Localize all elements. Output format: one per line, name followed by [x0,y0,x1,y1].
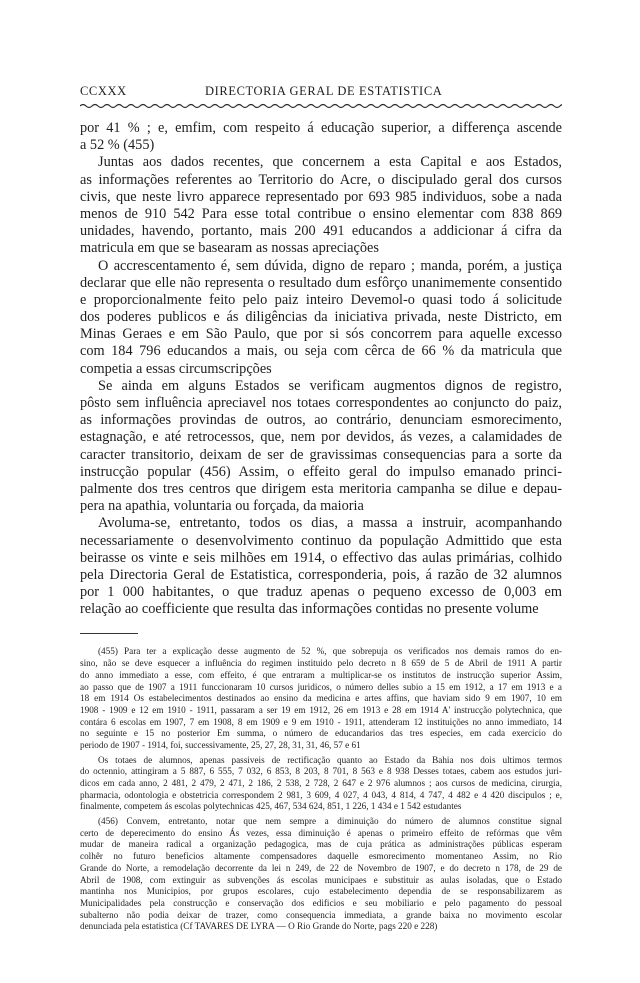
body-line: matricula em que se basearam as nossas apreciações [80,240,379,257]
footnote-line: sino, não se deve esquecer a influência do regimen instituido pelo decreto n 8 659 de 5 de Abril de 1911 A partir [80,658,562,669]
body-line: civis, que neste livro apparece representado por 693 985 individuos, sobe a nada [80,188,562,205]
page-folio: CCXXX [80,84,127,98]
footnote-line: subalterno não podia deixar de trazer, como consequencia immediata, a grande baixa no movimento escolar [80,909,562,920]
body-line: dos poderes publicos e ás diligências da iniciativa privada, neste Districto, em [80,309,562,326]
body-line: beirasse os vinte e seis milhões em 1914, o effectivo das aulas primárias, colhido [80,549,562,566]
footnote-line: dicos em cada anno, 2 481, 2 479, 2 471, 2 186, 2 538, 2 728, 2 647 e 2 976 alumnos ; aos cursos de medicina, cirurgia, [80,778,562,788]
body-line: pôsto sem influência apreciavel nos totaes correspondentes ao conjuncto do paiz, [80,395,562,411]
body-line: por 41 % ; e, emfim, com respeito á educação superior, a differença ascende [80,120,562,136]
running-head [80,84,562,102]
footnote-line: finalmente, competem ás escolas polytechnicas 425, 467, 534 624, 851, 1 226, 1 434 e 1 542 estudantes [80,801,462,812]
footnote-line: Grande do Norte, a remodelação decorrente da lei n 249, de 22 de Novembro de 1907, e do decreto n 178, de 29 de [80,862,562,873]
body-line: menos de 910 542 Para esse total contribue o ensino elementar com 838 869 [80,205,562,222]
body-line: unidades, havendo, portanto, mais 200 491 educandos a addicionar á cifra da [80,223,562,240]
footnote-line: certo de deperecimento do ensino Ás vezes, essa diminuição é apenas o primeiro effeito de refórmas que vêm [80,827,562,838]
body-line: estagnação, e até retrocessos, que, nem por devidos, ás vezes, a calamidades de [80,429,562,446]
body-line: as informações referentes ao Territorio do Acre, o discipulado geral dos cursos [80,171,562,188]
body-line: e proporcionalmente feito pelo paiz inteiro Devemol-o quasi todo á solicitude [80,291,562,308]
footnote-line: Abril de 1908, com extinguir as subvenções ás escolas municipaes e substituir as aulas isoladas, que o Estado [80,874,562,885]
body-line: palmente dos tres centros que dirigem esta meritoria campanha se dilue e depau- [80,480,562,497]
footnote-line: do anno immediato a esse, com effeito, é que entraram a multiplicar-se os institutos de instrucção superior Assim, [80,669,562,680]
wavy-rule-ornament [80,102,562,110]
footnote-line: mudar de maneira radical a organização pedagogica, mas de cuja prática as administrações públicas esperam [80,839,562,850]
footnote-line: (456) Convem, entretanto, notar que nem sempre a diminuição do número de alumnos constitue signal [98,816,562,827]
footnote-line: no seguinte e 15 no posterior Em summa, o número de educandarios das tres especies, em cada exercicio do [80,728,562,739]
footnote-line: periodo de 1907 - 1914, foi, successivamente, 25, 27, 28, 31, 31, 46, 57 e 61 [80,739,361,750]
body-line: declarar que elle não representa o resultado dum esfôrço unanimemente consentido [80,274,562,291]
footnote-line: ao passo que de 1907 a 1911 funccionaram 10 cursos juridicos, o número delles subio a 15 em 1912, a 17 em 1913 e a [80,681,562,692]
footnote-line: denunciada pela estatistica (Cf TAVARES DE LYRA — O Rio Grande do Norte, pags 220 e 228) [80,921,438,932]
body-line: competia a essas circumscripções [80,360,272,377]
body-line: as informações provindas de outros, ao contrário, denunciam esmorecimento, [80,412,562,429]
footnote-line: do octennio, attingiram a 5 887, 6 555, 7 032, 6 853, 8 203, 8 701, 8 563 e 8 938 Desses totaes, cabem aos estudos juri- [80,766,562,777]
body-line: caracter transitorio, deixam de ser de gravissimas consequencias para a sorte da [80,446,562,463]
body-line: Juntas aos dados recentes, que concernem a esta Capital e aos Estados, [98,154,562,171]
body-line: por 1 000 habitantes, o que traduz apenas o pequeno excesso de 0,003 em [80,584,562,601]
body-line: Se ainda em alguns Estados se verificam augmentos dignos de registro, [98,377,562,394]
body-line: instrucção popular (456) Assim, o effeito geral do impulso emanado princi- [80,463,562,480]
footnote-line: mantinha nos Municipios, por grupos escolares, cujo estabelecimento dependia de se responsabilizarem as [80,886,562,897]
footnote-line: (455) Para ter a explicação desse augmento de 52 %, que sobrepuja os verificados nos demais ramos do en- [98,646,562,657]
body-text [80,120,562,618]
footnote-line: Municipalidades pela construcção e conservação dos edificios e seu mobiliario e pelo pagamento do pessoal [80,897,562,908]
footnote-line: contára 6 escolas em 1907, 7 em 1908, 8 em 1909 e 9 em 1910 - 1911, attenderam 12 instituições no anno immediato, 14 [80,716,562,727]
body-line: pera na apathia, voluntaria ou forçada, da maioria [80,498,364,515]
page [80,84,562,933]
body-line: necessariamente o desenvolvimento continuo da população Admittido que esta [80,532,562,549]
footnote-line: Os totaes de alumnos, apenas passiveis de rectificação quanto ao Estado da Bahia nos dois ultimos termos [98,754,562,765]
footnotes [80,646,562,933]
body-line: relação ao coefficiente que resulta das informações contidas no presente volume [80,601,539,618]
body-line: Minas Geraes e em São Paulo, que por si sós concorrem para aquelle excesso [80,326,562,343]
body-line: O accrescentamento é, sem dúvida, digno de reparo ; manda, porém, a justiça [98,257,562,274]
body-line: com 184 796 educandos a mais, ou seja com cêrca de 66 % da matricula que [80,343,562,360]
footnote-rule [80,633,138,634]
body-line: Avoluma-se, entretanto, todos os dias, a massa a instruir, acompanhando [98,515,562,532]
footnote-line: pharmacia, odontologia e obstetricia correspondem 2 981, 3 609, 4 027, 4 043, 4 814, 4 747, 4 482 e 4 420 discipulos ; e, [80,789,562,800]
footnote-line: colhêr no futuro beneficios altamente compensadores daquelle esmorecimento momentaneo Assim, no Rio [80,851,562,862]
footnote-line: 1908 - 1909 e 12 em 1910 - 1911, passaram a ser 19 em 1912, 26 em 1913 e 28 em 1914 A' instrucção polytechnica, que [80,704,562,715]
body-line: a 52 % (455) [80,137,155,154]
footnote-line: 18 em 1914 Os estabelecimentos destinados ao ensino da medicina e artes affins, que haviam sido 9 em 1907, 10 em [80,693,562,704]
body-line: pela Directoria Geral de Estatistica, corresponderia, pois, á razão de 32 alumnos [80,566,562,583]
running-title: DIRECTORIA GERAL DE ESTATISTICA [205,84,443,98]
